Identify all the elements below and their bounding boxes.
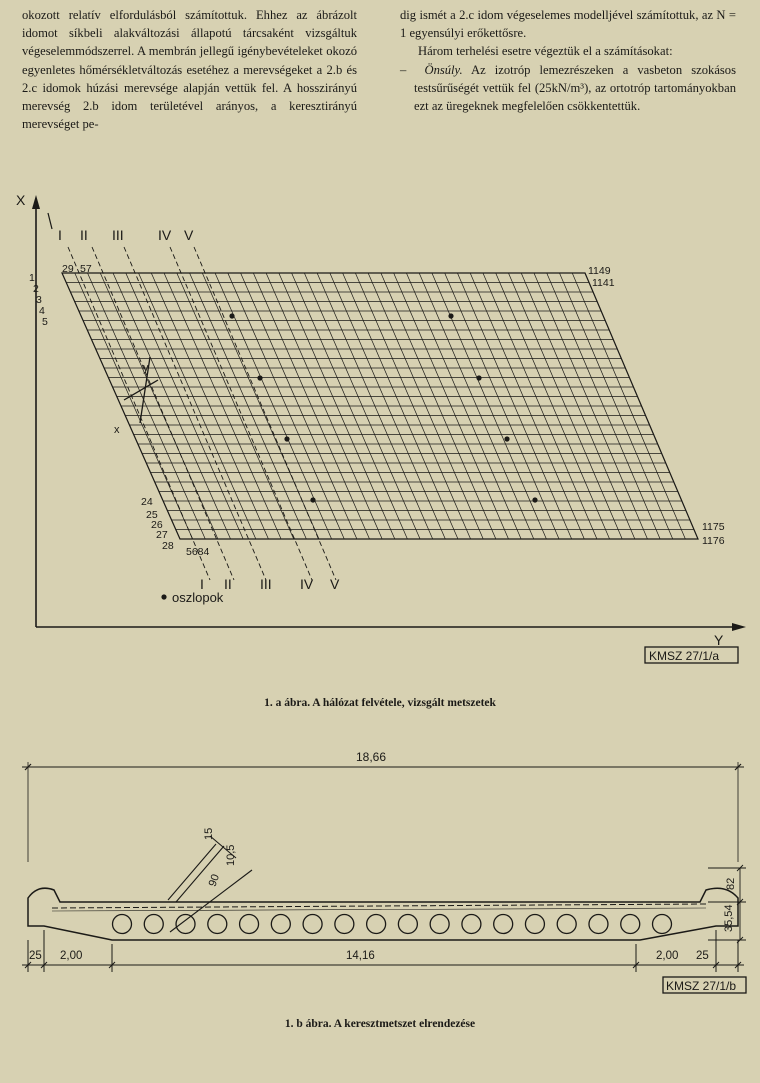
- legend-dot-icon: [161, 594, 166, 599]
- column-point: [448, 313, 453, 318]
- row-label-25: 25: [146, 509, 158, 521]
- column-point: [532, 497, 537, 502]
- void-circle: [208, 915, 227, 934]
- void-circle: [557, 915, 576, 934]
- rib-line: [176, 846, 224, 902]
- void-circle: [335, 915, 354, 934]
- section-bottom-I: I: [200, 576, 204, 592]
- right-column: [400, 6, 736, 115]
- right-paragraph-1: dig ismét a 2.c idom végeselemes modelljével számítottuk, az N = 1 egyensúlyi erőkettősre.: [400, 8, 736, 41]
- voids: [113, 915, 672, 934]
- local-axis-y-label: y: [143, 362, 149, 374]
- row-label-27: 27: [156, 529, 168, 541]
- void-circle: [494, 915, 513, 934]
- axis-y-label: Y: [714, 632, 724, 648]
- reinforcement-line: [52, 904, 706, 908]
- section-line-IV: [170, 247, 312, 580]
- section-line-III: [124, 247, 266, 580]
- void-circle: [621, 915, 640, 934]
- void-circle: [144, 915, 163, 934]
- node-label-29: 29: [62, 263, 74, 275]
- dim-total: 18,66: [356, 750, 387, 764]
- dim-rib-105: 10,5: [225, 844, 237, 866]
- void-circle: [430, 915, 449, 934]
- void-circle: [398, 915, 417, 934]
- node-label-5684: 5684: [186, 546, 210, 558]
- bottom-dims: [22, 930, 744, 972]
- tick-mark: [48, 213, 52, 229]
- section-lines: [68, 247, 336, 580]
- row-label-26: 26: [151, 519, 163, 531]
- void-circle: [303, 915, 322, 934]
- column-point: [229, 313, 234, 318]
- section-bottom-V: V: [330, 576, 340, 592]
- node-label-57: 57: [80, 263, 92, 275]
- caption-1b: 1. b ábra. A keresztmetszet elrendezése: [284, 1018, 476, 1030]
- section-top-III: III: [112, 227, 124, 243]
- void-circle: [525, 915, 544, 934]
- dim-height-3554: 35,54: [723, 904, 735, 932]
- row-label-3: 3: [36, 294, 42, 306]
- section-line-I: [68, 247, 210, 580]
- void-circle: [240, 915, 259, 934]
- void-circle: [589, 915, 608, 934]
- column-point: [310, 497, 315, 502]
- dim-left-part: 2,00: [60, 950, 83, 962]
- right-list-item: [400, 61, 736, 116]
- column-point: [257, 375, 262, 380]
- row-label-4: 4: [39, 305, 45, 317]
- section-bottom-III: III: [260, 576, 272, 592]
- y-axis-arrow-icon: [732, 623, 746, 631]
- corner-label-1175: 1175: [702, 521, 725, 533]
- stamp-label-1b: KMSZ 27/1/b: [666, 979, 737, 993]
- dim-height-82: 82: [725, 877, 737, 890]
- column-point: [504, 436, 509, 441]
- row-label-2: 2: [33, 283, 39, 295]
- figure-1b: [0, 740, 760, 1000]
- list-item-term: Önsúly.: [424, 62, 463, 77]
- column-point: [284, 436, 289, 441]
- left-paragraph: okozott relatív elfordulásból számítottuk. Ehhez az ábrázolt idomot síkbeli alakváltozási állapotú tárcsaként vizsgáltuk végeselemmódszerrel. A membrán jellegű igénybevételeket okozó egyenletes hőmérsékletváltozás esetéhez a merevségeket a 2.b és 2.c idomok húzási merevsége alapján vettük fel. A hosszirányú merevség 2.b idom területével arányos, a keresztirányú merevséget pe-: [22, 8, 357, 132]
- section-bottom-IV: IV: [300, 576, 314, 592]
- legend-text: oszlopok: [172, 590, 224, 605]
- section-top-V: V: [184, 227, 194, 243]
- corner-label-1141: 1141: [592, 277, 615, 289]
- stamp-label: KMSZ 27/1/a: [649, 649, 720, 663]
- void-circle: [271, 915, 290, 934]
- row-label-24: 24: [141, 496, 153, 508]
- void-circle: [367, 915, 386, 934]
- column-points: [229, 313, 537, 502]
- axis-x-label: X: [16, 192, 26, 208]
- x-axis-arrow-icon: [32, 195, 40, 209]
- dim-middle: 14,16: [346, 950, 375, 962]
- void-circle: [113, 915, 132, 934]
- section-top-II: II: [80, 227, 88, 243]
- local-axis-x-label: x: [114, 424, 120, 436]
- reinforcement-line: [52, 908, 706, 911]
- corner-label-1176: 1176: [702, 535, 725, 547]
- row-label-1: 1: [29, 272, 35, 284]
- row-label-28: 28: [162, 540, 174, 552]
- dim-left-edge: 25: [29, 950, 42, 962]
- caption-1a: 1. a ábra. A hálózat felvétele, vizsgált metszetek: [264, 697, 496, 709]
- right-paragraph-2: Három terhelési esetre végeztük el a számításokat:: [418, 44, 673, 59]
- list-item-text: Az izotróp lemezrészeken a vasbeton szokásos testsűrűségét vettük fel (25kN/m³), az ortotróp tartományokban ezt az üregeknek megfelelően csökkentettük.: [414, 62, 737, 114]
- corner-label-1149: 1149: [588, 265, 611, 277]
- dim-rib-15: 15: [203, 827, 215, 840]
- section-top-IV: IV: [158, 227, 172, 243]
- rib-line: [168, 844, 216, 900]
- column-point: [476, 375, 481, 380]
- mesh-grid: [62, 273, 698, 539]
- section-bottom-II: II: [224, 576, 232, 592]
- void-circle: [176, 915, 195, 934]
- list-dash: –: [400, 62, 407, 77]
- dim-right-edge: 25: [696, 950, 709, 962]
- figure-1a: [0, 185, 760, 663]
- dim-rib-90: 90: [206, 872, 223, 889]
- void-circle: [653, 915, 672, 934]
- section-top-I: I: [58, 227, 62, 243]
- row-label-5: 5: [42, 316, 48, 328]
- left-column: [22, 6, 357, 133]
- dim-right-part: 2,00: [656, 950, 679, 962]
- void-circle: [462, 915, 481, 934]
